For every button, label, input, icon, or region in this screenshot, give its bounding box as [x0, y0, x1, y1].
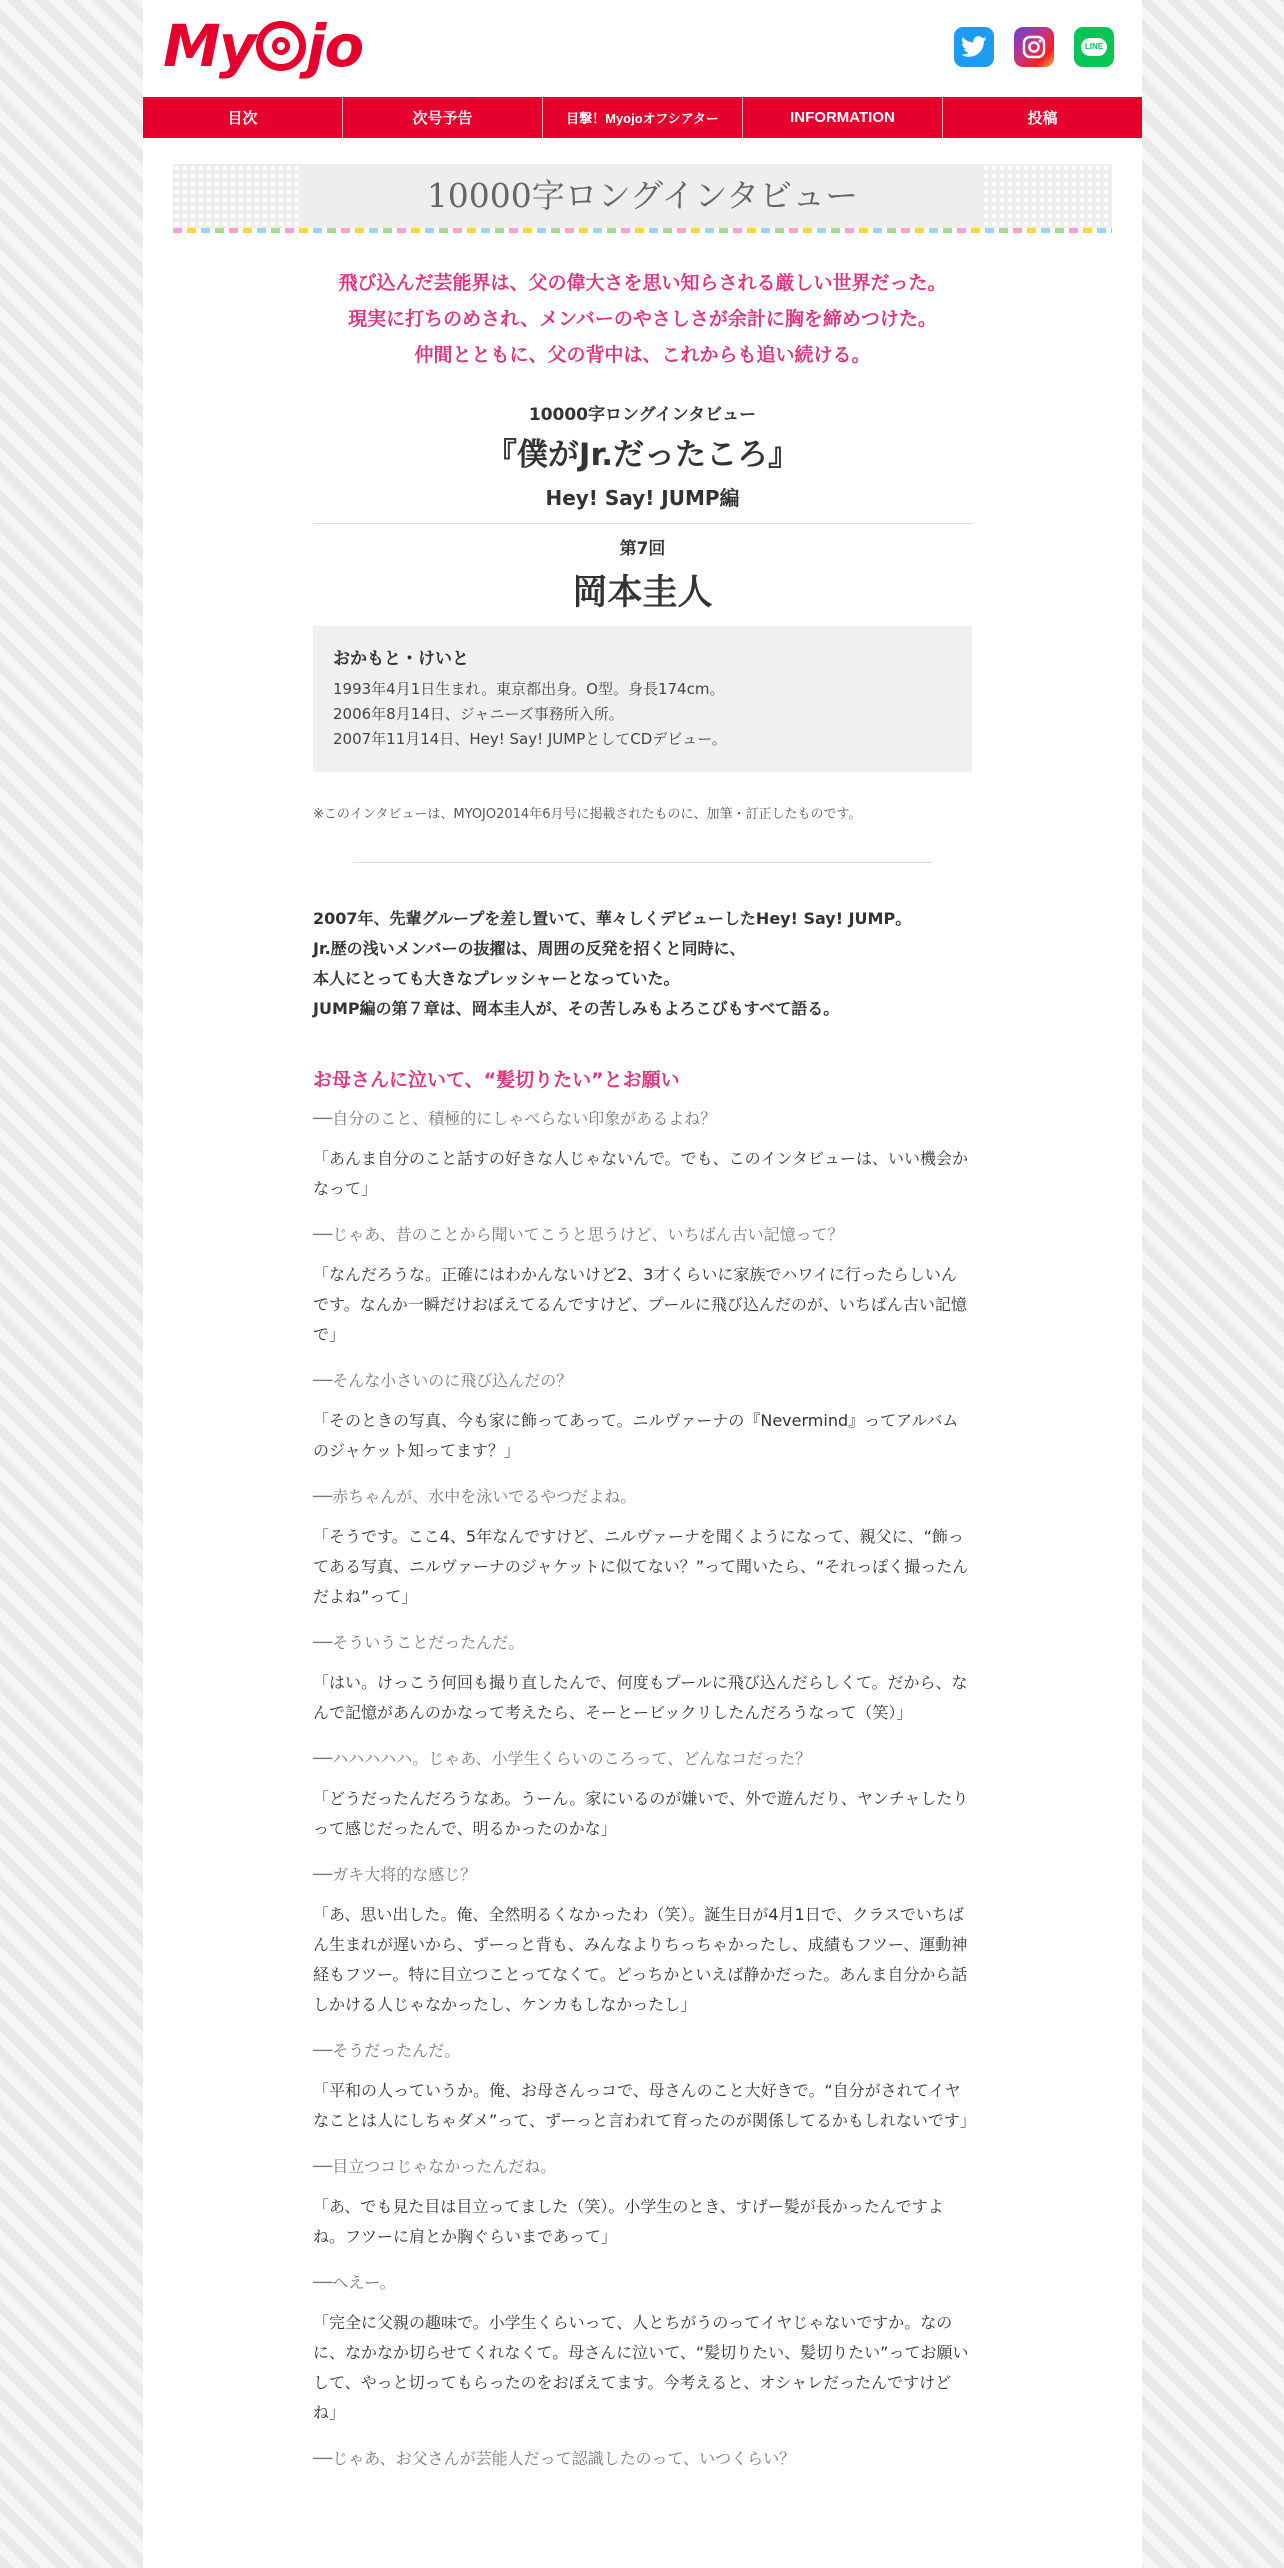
interview-answer: 「平和の人っていうか。俺、お母さんっコで、母さんのこと大好きで。“自分がされてイヤなことは人にしちゃダメ”って、ずーっと言われて育ったのが関係してるかもしれないです」 [313, 2081, 976, 2130]
reprint-note: ※このインタビューは、MYOJO2014年6月号に掲載されたものに、加筆・訂正したものです。 [313, 807, 862, 822]
series-part: Hey! Say! JUMP編 [545, 486, 740, 510]
interview-question: ──そんな小さいのに飛び込んだの？ [313, 1371, 573, 1390]
summary-line: Jr.歴の浅いメンバーの抜擢は、周囲の反発を招くと同時に、 [313, 939, 746, 958]
episode-number: 第7回 [619, 539, 666, 559]
profile-line: 1993年4月1日生まれ。東京都出身。O型。身長174cm。 [333, 680, 725, 698]
divider [313, 523, 972, 524]
main-nav [143, 97, 1142, 138]
interview-question: ──ガキ大将的な感じ？ [313, 1865, 477, 1884]
interview-answer: 「完全に父親の趣味で。小学生くらいって、人とちがうのってイヤじゃないですか。なのに、なかなか切らせてくれなくて。母さんに泣いて、“髪切りたい、髪切りたい”ってお願いして、やっと切ってもらったのをおぼえてます。今考えると、オシャレだったんですけどね」 [313, 2313, 969, 2422]
nav-item-post[interactable]: 投稿 [1027, 110, 1058, 127]
interview-answer: 「なんだろうな。正確にはわかんないけど2、3才くらいに家族でハワイに行ったらしいんです。なんか一瞬だけおぼえてるんですけど、プールに飛び込んだのが、いちばん古い記憶で」 [313, 1265, 967, 1344]
myojo-logo[interactable]: My jo [163, 12, 363, 80]
interview-article [313, 1066, 976, 2484]
nav-item-contents[interactable]: 目次 [143, 97, 343, 138]
line-icon[interactable] [1074, 27, 1114, 67]
series-subtitle: 10000字ロングインタビュー [528, 405, 757, 425]
interviewee-name: 岡本圭人 [572, 573, 713, 613]
episode-block [143, 534, 1142, 615]
series-title-block [143, 400, 1142, 511]
logo-ring-mark [256, 21, 306, 71]
interview-question: ──自分のこと、積極的にしゃべらない印象があるよね？ [313, 1109, 717, 1128]
section-header [173, 164, 1112, 228]
interview-answer: 「はい。けっこう何回も撮り直したんで、何度もプールに飛び込んだらしくて。だから、なんで記憶があんのかなって考えたら、そーとービックリしたんだろうなって（笑）」 [313, 1673, 968, 1722]
interview-answer: 「あ、でも見た目は目立ってました（笑）。小学生のとき、すげー髪が長かったんですよね。フツーに肩とか胸ぐらいまであって」 [313, 2197, 944, 2246]
section-title: 10000字ロングインタビュー [426, 176, 859, 215]
nav-item-offtheater[interactable]: 目撃！Myojoオフシアター [543, 97, 743, 138]
summary-line: 本人にとっても大きなプレッシャーとなっていた。 [313, 969, 680, 988]
lead-line: 飛び込んだ芸能界は、父の偉大さを思い知らされる厳しい世界だった。 [338, 272, 947, 294]
interview-answer: 「そのときの写真、今も家に飾ってあって。ニルヴァーナの『Nevermind』ってアルバムのジャケット知ってます？」 [313, 1411, 959, 1460]
lead-line: 現実に打ちのめされ、メンバーのやさしさが余計に胸を締めつけた。 [348, 308, 937, 330]
profile-line: 2007年11月14日、Hey! Say! JUMPとしてCDデビュー。 [333, 730, 727, 748]
lead-line: 仲間とともに、父の背中は、これからも追い続ける。 [414, 344, 871, 366]
divider [353, 862, 932, 863]
nav-item-next-issue[interactable]: 次号予告 [343, 97, 543, 138]
line-icon-label: LINE [1081, 38, 1107, 56]
interview-answer: 「あ、思い出した。俺、全然明るくなかったわ（笑）。誕生日が4月1日で、クラスでいちばん生まれが遅いから、ずーっと背も、みんなよりちっちゃかったし、成績もフツー、運動神経もフツー。特に目立つことってなくて。どっちかといえば静かだった。あんま自分から話しかける人じゃなかったし、ケンカもしなかったし」 [313, 1905, 968, 2014]
profile-name-reading: おかもと・けいと [333, 649, 469, 669]
interview-question: ──じゃあ、昔のことから聞いてこうと思うけど、いちばん古い記憶って？ [313, 1225, 844, 1244]
summary-line: 2007年、先輩グループを差し置いて、華々しくデビューしたHey! Say! JUMP。 [313, 909, 912, 928]
interview-question: ──そういうことだったんだ。 [313, 1633, 525, 1652]
twitter-icon[interactable] [954, 27, 994, 67]
interview-question: ──赤ちゃんが、水中を泳いでるやつだよね。 [313, 1487, 637, 1506]
interview-answer: 「あんま自分のこと話すの好きな人じゃないんで。でも、このインタビューは、いい機会かなって」 [313, 1149, 969, 1198]
interview-question: ──目立つコじゃなかったんだね。 [313, 2157, 557, 2176]
interview-question: ──ハハハハハ。じゃあ、小学生くらいのころって、どんなコだった？ [313, 1749, 812, 1768]
interview-question: ──そうだったんだ。 [313, 2041, 461, 2060]
nav-item-information[interactable]: INFORMATION [743, 97, 943, 138]
article-heading: お母さんに泣いて、“髪切りたい”とお願い [313, 1069, 680, 1091]
interview-question: ──じゃあ、お父さんが芸能人だって認識したのって、いつくらい？ [313, 2449, 796, 2468]
interview-answer: 「どうだったんだろうなあ。うーん。家にいるのが嫌いで、外で遊んだり、ヤンチャしたりって感じだったんで、明るかったのかな」 [313, 1789, 969, 1838]
social-links [954, 27, 1114, 67]
interview-answer: 「そうです。ここ4、5年なんですけど、ニルヴァーナを聞くようになって、親父に、“飾ってある写真、ニルヴァーナのジャケットに似てない？”って聞いたら、“それっぽく撮ったんだよね”って」 [313, 1527, 969, 1606]
colorful-dashed-divider [173, 228, 1112, 233]
instagram-icon[interactable] [1014, 27, 1054, 67]
profile-line: 2006年8月14日、ジャニーズ事務所入所。 [333, 705, 624, 723]
profile-box [313, 626, 972, 772]
interview-question: ──へえー。 [313, 2273, 396, 2292]
summary-line: JUMP編の第７章は、岡本圭人が、その苦しみもよろこびもすべて語る。 [313, 999, 840, 1018]
page [143, 0, 1142, 2568]
article-summary [313, 904, 972, 1024]
lead-text [143, 265, 1142, 373]
site-header [143, 0, 1142, 97]
series-title: 『僕がJr.だったころ』 [485, 437, 800, 473]
